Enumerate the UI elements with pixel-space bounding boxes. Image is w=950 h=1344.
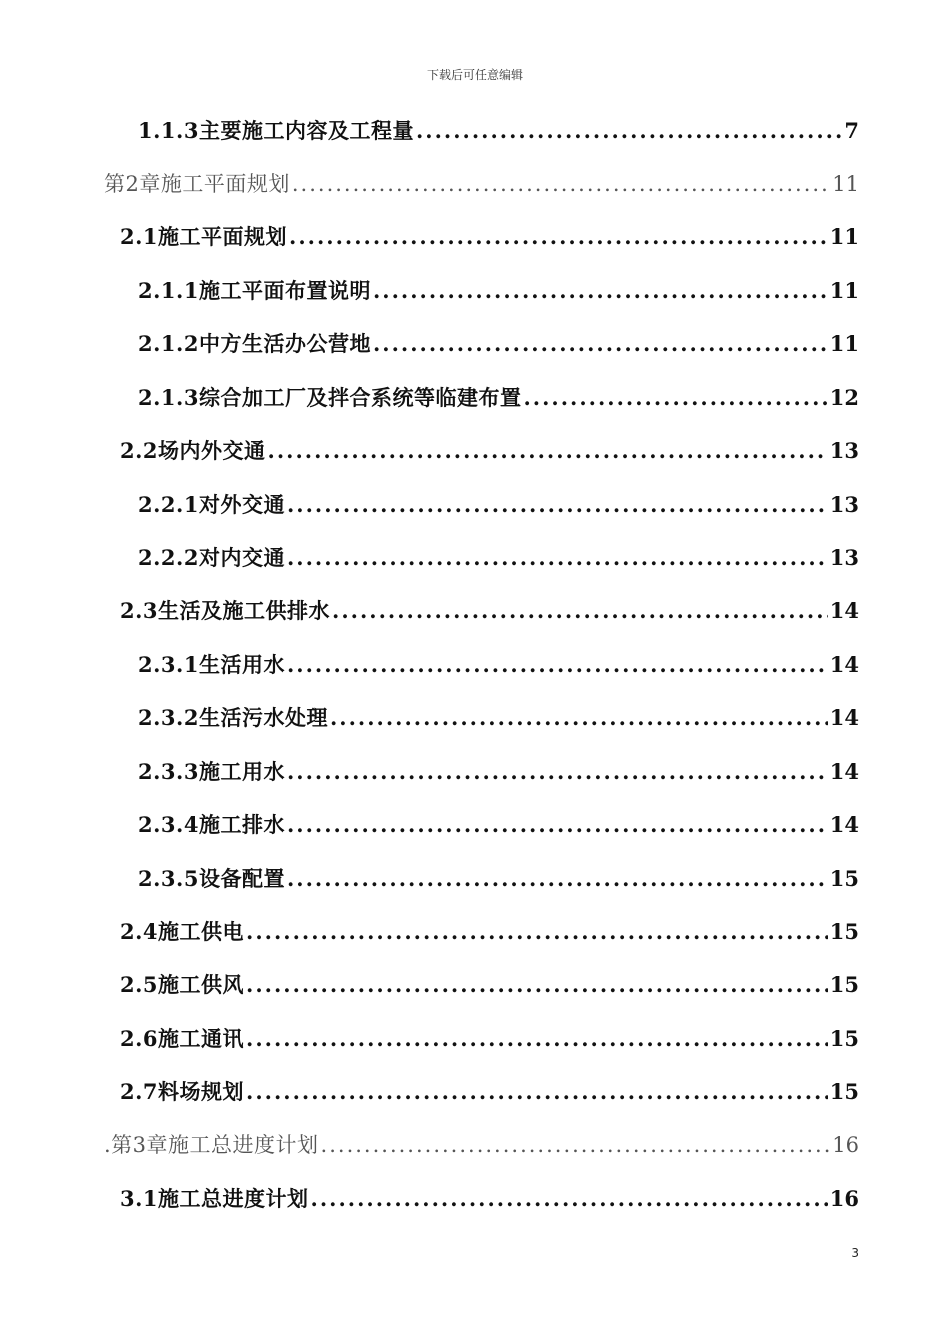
toc-entry-title: 1.1.3主要施工内容及工程量 <box>138 118 414 143</box>
toc-dot-leader <box>289 222 828 252</box>
toc-entry[interactable] <box>120 917 859 947</box>
toc-dot-leader <box>287 757 828 787</box>
toc-entry[interactable] <box>104 1130 859 1160</box>
toc-dot-leader <box>416 116 842 146</box>
toc-entry-page: 14 <box>829 652 859 677</box>
toc-entry-page: 16 <box>832 1133 859 1157</box>
toc-dot-leader <box>287 864 828 894</box>
toc-entry-page: 11 <box>829 278 859 303</box>
toc-entry[interactable] <box>138 116 859 146</box>
toc-entry-page: 11 <box>829 331 859 356</box>
toc-entry[interactable] <box>138 490 859 520</box>
toc-entry-title: 3.1施工总进度计划 <box>120 1186 309 1211</box>
toc-entry[interactable] <box>138 703 859 733</box>
toc-entry-page: 14 <box>829 705 859 730</box>
toc-entry-title: 2.1施工平面规划 <box>120 224 288 249</box>
toc-entry[interactable] <box>120 1024 859 1054</box>
page-number: 3 <box>851 1246 859 1260</box>
toc-dot-leader <box>246 1024 828 1054</box>
toc-dot-leader <box>287 490 828 520</box>
toc-dot-leader <box>330 703 828 733</box>
toc-entry[interactable] <box>120 596 859 626</box>
toc-entry-title: 2.2.2对内交通 <box>138 545 285 570</box>
toc-dot-leader <box>523 383 827 413</box>
toc-entry-page: 15 <box>829 866 859 891</box>
toc-entry-title: 2.3.2生活污水处理 <box>138 705 328 730</box>
toc-dot-leader <box>311 1184 828 1214</box>
toc-entry[interactable] <box>138 864 859 894</box>
toc-entry-title: 2.3.1生活用水 <box>138 652 285 677</box>
toc-entry-title: 2.5施工供风 <box>120 972 245 997</box>
toc-dot-leader <box>292 169 830 199</box>
toc-entry-title: 2.3.4施工排水 <box>138 812 285 837</box>
toc-entry[interactable] <box>120 970 859 1000</box>
toc-entry-title: 2.2场内外交通 <box>120 438 266 463</box>
toc-dot-leader <box>287 650 828 680</box>
toc-entry[interactable] <box>138 810 859 840</box>
toc-entry-title: 2.7料场规划 <box>120 1079 245 1104</box>
toc-entry[interactable] <box>138 383 859 413</box>
toc-entry-title: 第2章施工平面规划 <box>104 172 290 196</box>
toc-entry[interactable] <box>138 650 859 680</box>
toc-entry-title: 2.4施工供电 <box>120 919 245 944</box>
toc-entry-page: 12 <box>829 385 859 410</box>
toc-dot-leader <box>246 1077 828 1107</box>
toc-entry[interactable] <box>120 1184 859 1214</box>
toc-entry[interactable] <box>138 329 859 359</box>
page-header: 下载后可任意编辑 <box>426 68 523 82</box>
toc-entry-page: 11 <box>832 172 859 196</box>
toc-entry-title: 2.3.5设备配置 <box>138 866 285 891</box>
toc-dot-leader <box>287 543 828 573</box>
toc-entry-page: 11 <box>829 224 859 249</box>
toc-entry-title: 2.3.3施工用水 <box>138 759 285 784</box>
toc-dot-leader <box>373 329 828 359</box>
toc-entry-title: 2.3生活及施工供排水 <box>120 598 331 623</box>
toc-entry-title: 2.1.2中方生活办公营地 <box>138 331 371 356</box>
toc-entry-page: 14 <box>829 759 859 784</box>
toc-entry-page: 13 <box>829 438 859 463</box>
toc-entry[interactable] <box>104 169 859 199</box>
toc-entry-page: 15 <box>829 919 859 944</box>
toc-entry-page: 13 <box>829 492 859 517</box>
toc-dot-leader <box>373 276 828 306</box>
toc-entry-title: 2.6施工通讯 <box>120 1026 245 1051</box>
toc-entry-page: 14 <box>829 598 859 623</box>
toc-entry-page: 13 <box>829 545 859 570</box>
toc-entry[interactable] <box>138 543 859 573</box>
toc-dot-leader <box>332 596 828 626</box>
toc-dot-leader <box>246 970 828 1000</box>
toc-entry[interactable] <box>138 276 859 306</box>
toc-entry-title: .第3章施工总进度计划 <box>104 1133 319 1157</box>
toc-entry[interactable] <box>120 1077 859 1107</box>
toc-entry-title: 2.1.1施工平面布置说明 <box>138 278 371 303</box>
toc-entry[interactable] <box>120 436 859 466</box>
toc-entry-page: 16 <box>829 1186 859 1211</box>
toc-entry[interactable] <box>120 222 859 252</box>
toc-entry-page: 7 <box>844 118 859 143</box>
toc-entry-page: 15 <box>829 972 859 997</box>
toc-entry-page: 14 <box>829 812 859 837</box>
toc-entry-title: 2.2.1对外交通 <box>138 492 285 517</box>
toc-entry[interactable] <box>138 757 859 787</box>
toc-dot-leader <box>246 917 828 947</box>
toc-entry-page: 15 <box>829 1026 859 1051</box>
toc-dot-leader <box>268 436 828 466</box>
toc-dot-leader <box>321 1130 831 1160</box>
toc-entry-page: 15 <box>829 1079 859 1104</box>
toc-entry-title: 2.1.3综合加工厂及拌合系统等临建布置 <box>138 385 522 410</box>
toc-dot-leader <box>287 810 828 840</box>
